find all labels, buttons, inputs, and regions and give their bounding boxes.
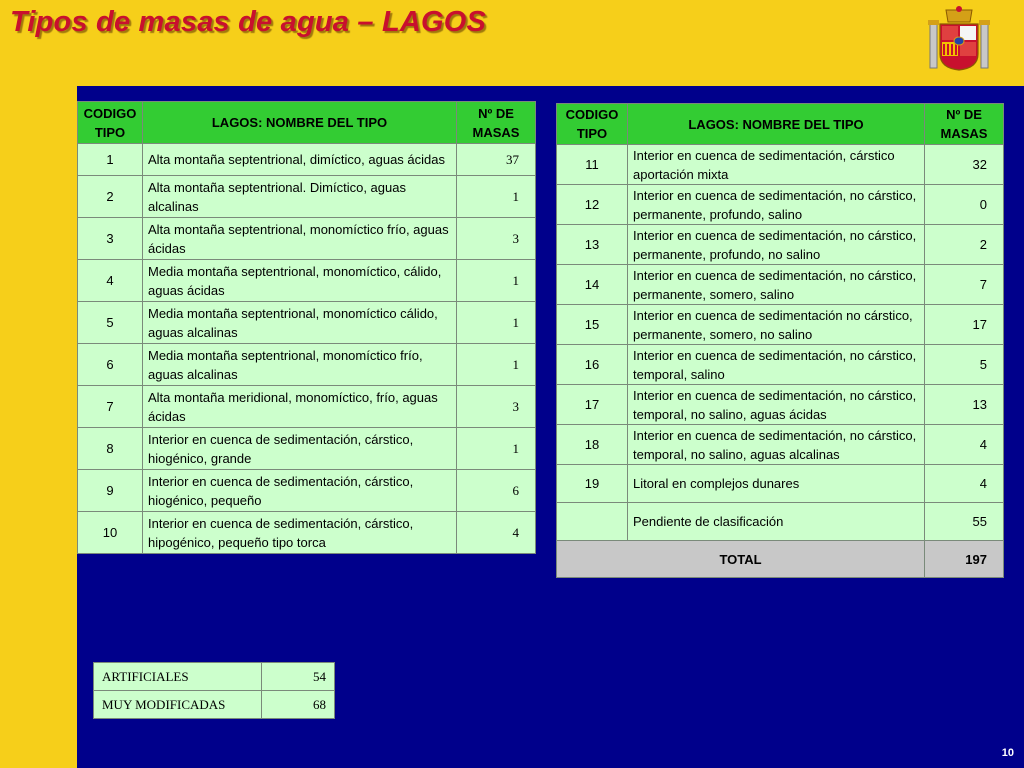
table-row: [94, 663, 335, 691]
cell-code: 15: [557, 305, 628, 345]
slide-title: Tipos de masas de agua – LAGOS: [10, 6, 487, 38]
cell-count: 37: [457, 144, 536, 176]
table-row: [78, 470, 536, 512]
extra-label: ARTIFICIALES: [94, 663, 262, 691]
cell-code: 6: [78, 344, 143, 386]
cell-name: Interior en cuenca de sedimentación, cárstico, hiogénico, pequeño: [143, 470, 457, 512]
cell-name: Interior en cuenca de sedimentación, cárstico, hipogénico, pequeño tipo torca: [143, 512, 457, 554]
table-row: [557, 145, 1004, 185]
cell-name: Interior en cuenca de sedimentación, cárstico, hiogénico, grande: [143, 428, 457, 470]
cell-name: Alta montaña septentrional, dimíctico, aguas ácidas: [143, 144, 457, 176]
header-masas: Nº DE MASAS: [925, 104, 1004, 145]
cell-count: 1: [457, 428, 536, 470]
cell-count: 4: [457, 512, 536, 554]
cell-code: 12: [557, 185, 628, 225]
extra-value: 68: [262, 691, 335, 719]
cell-count: 6: [457, 470, 536, 512]
table-row: [557, 305, 1004, 345]
cell-code: 8: [78, 428, 143, 470]
header-nombre: LAGOS: NOMBRE DEL TIPO: [628, 104, 925, 145]
table-row: [557, 185, 1004, 225]
extra-table: [93, 662, 335, 719]
cell-count: 32: [925, 145, 1004, 185]
cell-code: 4: [78, 260, 143, 302]
cell-code: [557, 503, 628, 541]
cell-name: Interior en cuenca de sedimentación, no cárstico, temporal, no salino, aguas alcalinas: [628, 425, 925, 465]
spain-coat-of-arms-icon: [926, 4, 992, 74]
header-codigo: CODIGO TIPO: [78, 102, 143, 144]
header-codigo: CODIGO TIPO: [557, 104, 628, 145]
table-row: [557, 345, 1004, 385]
cell-count: 17: [925, 305, 1004, 345]
table-row: [557, 465, 1004, 503]
table-row: [557, 225, 1004, 265]
cell-name: Media montaña septentrional, monomíctico cálido, aguas alcalinas: [143, 302, 457, 344]
cell-count: 13: [925, 385, 1004, 425]
cell-name: Interior en cuenca de sedimentación, no cárstico, permanente, somero, salino: [628, 265, 925, 305]
table-row: [94, 691, 335, 719]
table-row: [78, 428, 536, 470]
cell-code: 18: [557, 425, 628, 465]
cell-code: 19: [557, 465, 628, 503]
cell-count: 7: [925, 265, 1004, 305]
table-row: [78, 144, 536, 176]
table-row: [557, 265, 1004, 305]
table-row: [78, 344, 536, 386]
cell-count: 1: [457, 344, 536, 386]
cell-name: Alta montaña septentrional. Dimíctico, aguas alcalinas: [143, 176, 457, 218]
extra-value: 54: [262, 663, 335, 691]
cell-count: 1: [457, 302, 536, 344]
cell-name: Interior en cuenca de sedimentación, no cárstico, temporal, salino: [628, 345, 925, 385]
cell-code: 3: [78, 218, 143, 260]
table-row: [557, 385, 1004, 425]
cell-count: 3: [457, 386, 536, 428]
extra-label: MUY MODIFICADAS: [94, 691, 262, 719]
cell-name: Interior en cuenca de sedimentación, no cárstico, permanente, profundo, salino: [628, 185, 925, 225]
cell-code: 9: [78, 470, 143, 512]
cell-count: 1: [457, 260, 536, 302]
total-row: [557, 541, 1004, 578]
table-row: [78, 218, 536, 260]
cell-name: Interior en cuenca de sedimentación no cárstico, permanente, somero, no salino: [628, 305, 925, 345]
table-row: [78, 512, 536, 554]
cell-name: Alta montaña meridional, monomíctico, frío, aguas ácidas: [143, 386, 457, 428]
cell-name: Interior en cuenca de sedimentación, cárstico aportación mixta: [628, 145, 925, 185]
table-row: [557, 425, 1004, 465]
header-nombre: LAGOS: NOMBRE DEL TIPO: [143, 102, 457, 144]
cell-count: 2: [925, 225, 1004, 265]
cell-count: 4: [925, 425, 1004, 465]
cell-count: 1: [457, 176, 536, 218]
cell-name: Media montaña septentrional, monomíctico, cálido, aguas ácidas: [143, 260, 457, 302]
page-number: 10: [1001, 747, 1014, 759]
cell-code: 7: [78, 386, 143, 428]
cell-count: 0: [925, 185, 1004, 225]
table-row: [78, 260, 536, 302]
header-masas: Nº DE MASAS: [457, 102, 536, 144]
cell-name: Pendiente de clasificación: [628, 503, 925, 541]
total-label: TOTAL: [557, 541, 925, 578]
cell-count: 5: [925, 345, 1004, 385]
cell-name: Interior en cuenca de sedimentación, no cárstico, permanente, profundo, no salino: [628, 225, 925, 265]
cell-code: 10: [78, 512, 143, 554]
cell-code: 14: [557, 265, 628, 305]
table-row: [78, 386, 536, 428]
cell-code: 17: [557, 385, 628, 425]
table-row: [78, 176, 536, 218]
cell-name: Alta montaña septentrional, monomíctico frío, aguas ácidas: [143, 218, 457, 260]
cell-count: 55: [925, 503, 1004, 541]
lagos-table-left: [77, 101, 536, 554]
cell-name: Interior en cuenca de sedimentación, no cárstico, temporal, no salino, aguas ácidas: [628, 385, 925, 425]
table-row: [78, 302, 536, 344]
cell-code: 2: [78, 176, 143, 218]
cell-code: 1: [78, 144, 143, 176]
cell-code: 11: [557, 145, 628, 185]
cell-count: 4: [925, 465, 1004, 503]
cell-code: 5: [78, 302, 143, 344]
cell-name: Litoral en complejos dunares: [628, 465, 925, 503]
cell-count: 3: [457, 218, 536, 260]
cell-name: Media montaña septentrional, monomíctico frío, aguas alcalinas: [143, 344, 457, 386]
lagos-table-right: [556, 103, 1004, 578]
cell-code: 16: [557, 345, 628, 385]
total-value: 197: [925, 541, 1004, 578]
table-row: [557, 503, 1004, 541]
cell-code: 13: [557, 225, 628, 265]
